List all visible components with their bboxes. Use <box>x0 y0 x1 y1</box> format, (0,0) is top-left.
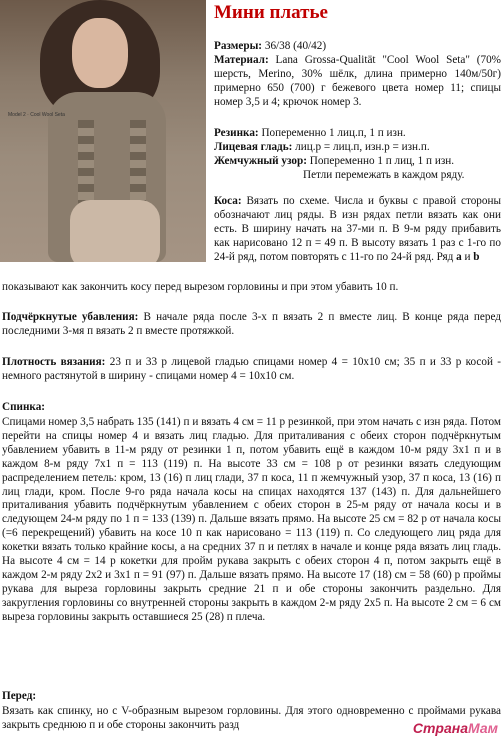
cable-and: и <box>461 250 474 263</box>
model-photo <box>0 0 206 262</box>
cable-end-line: показывают как закончить косу перед вырезом горловины и при этом убавить 10 п. <box>2 281 399 293</box>
cable-label: Коса: <box>214 195 242 207</box>
sizes-line <box>214 40 501 54</box>
front-paragraph: Вязать как спинку, но с V-образным вырезом горловины. Для этого одновременно с проймами рукава закрыть среднюю п и обе стороны закончить разд <box>2 705 501 731</box>
seed-value: Попеременно 1 п лиц, 1 п изн. <box>306 155 455 167</box>
sizes-label: Размеры: <box>214 40 263 52</box>
sizes-value: 36/38 (40/42) <box>262 40 327 52</box>
material-label: Материал: <box>214 54 269 66</box>
stockinette-line <box>214 141 501 155</box>
cable-a: a <box>456 250 462 263</box>
cable-b: b <box>473 250 480 263</box>
rib-label: Резинка: <box>214 127 259 139</box>
seed-paragraph <box>214 155 501 183</box>
stockinette-value: лиц.р = лиц.п, изн.р = изн.п. <box>292 141 430 153</box>
cable-paragraph <box>214 195 501 265</box>
seed-cont: Петли перемежать в каждом ряду. <box>303 168 465 181</box>
seed-label: Жемчужный узор: <box>214 155 307 167</box>
back-heading <box>2 401 501 415</box>
decrease-value: В начале ряда после 3-х п вязать 2 п вместе лиц. В конце ряда перед последними 3-мя п вязать 2 п вместе протяжкой. <box>2 311 501 337</box>
back-paragraph: Спицами номер 3,5 набрать 135 (141) п и вязать 4 см = 11 р резинкой, при этом начать с изн ряда. Потом перейти на спицы номер 4 и вязать лиц гладью. Для приталивания с обеих сторон подчёркнутым убавлением убавить в 11-м ряду от резинки 1 п, потом убавить ещё в каждом 10-м ряду 3х1 п и в каждом 8-м ряду 7х1 п = 113 (119) п. На высоте 33 см = 108 р от резинки вязать следующим распределением петель: кром, 13 (16) п лиц глади, 37 п коса, 11 п жемчужный узор, 37 п коса, 13 (16) п лиц глади, кром. После 9-го ряда начала косы на спицах находятся 137 (143) п. Для дальнейшего приталивания убавить подчёркнутым убавлением с обеих сторон в 25-м ряду от начала косы и в следующем 24-м ряду по 1 п = 133 (139) п. Дальше вязать прямо. На высоте 25 см = 82 р от начала косы (=6 перекрещений) убавить на косе 10 п как нарисовано = 113 (119) п. Со следующего лиц ряда для кокетки вязать только крайние косы, а на средних 37 п и петлях в начале и конце ряда вязать лиц гладь. На высоте 4 см = 14 р кокетки для пройм рукава закрыть с обеих сторон 4 п, потом закрыть ещё в каждом 2-м ряду 2х2 и 3х1 п = 91 (97) п. Дальше вязать прямо. На высоте 17 (18) см = 58 (60) р проймы рукава для выреза горловины закрыть средние 21 п и обе стороны закончить раздельно. Для закругления горловины со внутренней стороны закрыть в каждом 2-м ряду 2х5 п. На высоте 2 см = 6 см выреза горловины закрыть оставшиеся 25 (28) п плеча. <box>2 416 501 623</box>
material-value: Lana Grossa-Qualität "Cool Wool Seta" (70% шерсть, Merino, 30% шёлк, длина примерно 140м/50г) примерно 650 (700) г бежевого цвета номер 11; спицы номер 3,5 и 4; крючок номер 3. <box>214 54 501 108</box>
front-heading <box>2 690 501 704</box>
front-label: Перед: <box>2 690 37 702</box>
material-paragraph <box>214 54 501 110</box>
gauge-label: Плотность вязания: <box>2 356 106 368</box>
gauge-value: 23 п и 33 р лицевой гладью спицами номер 4 = 10х10 см; 35 п и 33 р косой - немного растянутой в ширину - спицами номер 4 = 10х10 см. <box>2 356 502 382</box>
photo-legs <box>70 200 160 262</box>
photo-caption: Model 2 · Cool Wool Seta <box>8 112 65 118</box>
watermark-a: Страна <box>412 720 469 736</box>
cable-value: Вязать по схеме. Числа и буквы с правой стороны обозначают лиц ряды. В изн рядах петли вязать как они есть. В ширину начать на 37-ми п. В 9-м ряду прибавить как нарисовано 12 п = 49 п. В высоту вязать 1 раз с 1-го по 24-й ряд, потом повторять с 11-го по 24-й ряд. Ряд <box>214 195 501 263</box>
decrease-paragraph <box>2 311 501 339</box>
watermark-b: Мам <box>468 720 498 736</box>
stockinette-label: Лицевая гладь: <box>214 141 293 153</box>
page-title: Мини платье <box>214 2 328 23</box>
watermark-logo <box>413 720 498 736</box>
photo-face <box>72 18 128 88</box>
decrease-label: Подчёркнутые убавления: <box>2 311 139 323</box>
rib-value: Попеременно 1 лиц.п, 1 п изн. <box>258 127 406 139</box>
gauge-paragraph <box>2 356 501 384</box>
back-label: Спинка: <box>2 401 46 413</box>
rib-line <box>214 127 501 141</box>
